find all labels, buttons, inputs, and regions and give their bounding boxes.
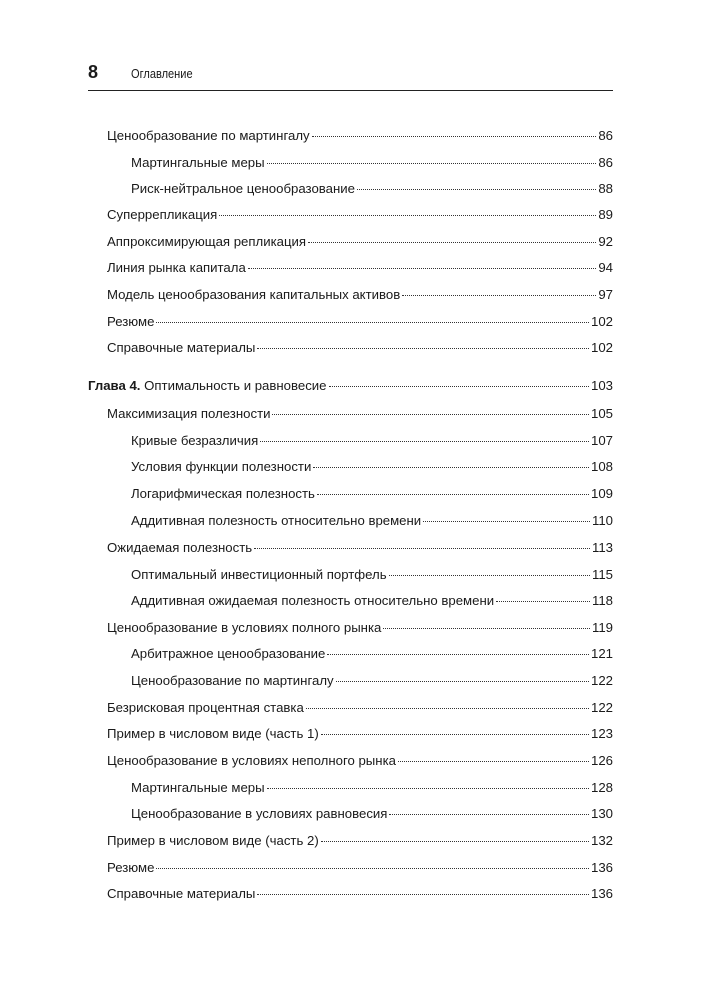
dot-leader [327,654,589,655]
running-header [88,60,613,91]
toc-entry[interactable]: Аддитивная ожидаемая полезность относительно времени 118 [131,593,613,608]
dot-leader [423,521,590,522]
toc-entry[interactable]: Пример в числовом виде (часть 1) 123 [107,726,613,741]
dot-leader [317,494,589,495]
toc-entry[interactable]: Оптимальный инвестиционный портфель 115 [131,567,613,582]
toc-entry[interactable]: Модель ценообразования капитальных активов 97 [107,287,613,302]
dot-leader [357,189,596,190]
toc-entry[interactable]: Суперрепликация 89 [107,207,613,222]
toc-entry[interactable]: Ценообразование в условиях равновесия 130 [131,806,613,821]
dot-leader [312,136,597,137]
toc-entry[interactable]: Мартингальные меры 86 [131,155,613,170]
dot-leader [257,348,589,349]
toc-entry[interactable]: Арбитражное ценообразование 121 [131,646,613,661]
toc-entry[interactable]: Максимизация полезности 105 [107,406,613,421]
dot-leader [267,788,589,789]
toc-entry[interactable]: Аппроксимирующая репликация 92 [107,234,613,249]
dot-leader [267,163,597,164]
dot-leader [336,681,589,682]
dot-leader [329,386,589,387]
toc-entry[interactable]: Мартингальные меры 128 [131,780,613,795]
toc-entry[interactable]: Безрисковая процентная ставка 122 [107,700,613,715]
page-number: 8 [88,62,99,82]
dot-leader [260,441,589,442]
dot-leader [389,575,590,576]
dot-leader [321,841,589,842]
dot-leader [313,467,589,468]
toc-entry[interactable]: Ожидаемая полезность 113 [107,540,613,555]
dot-leader [156,868,589,869]
toc-entry[interactable]: Ценообразование по мартингалу 122 [131,673,613,688]
toc-entry[interactable]: Ценообразование в условиях неполного рынка 126 [107,753,613,768]
toc-entry[interactable]: Резюме 102 [107,314,613,329]
dot-leader [306,708,589,709]
toc-entry[interactable]: Условия функции полезности 108 [131,459,613,474]
dot-leader [383,628,590,629]
dot-leader [496,601,590,602]
dot-leader [257,894,589,895]
dot-leader [321,734,589,735]
toc-entry[interactable]: Риск-нейтральное ценообразование 88 [131,181,613,196]
toc-entry[interactable]: Пример в числовом виде (часть 2) 132 [107,833,613,848]
dot-leader [219,215,596,216]
toc-entry[interactable]: Справочные материалы 102 [107,340,613,355]
toc-entry[interactable]: Резюме 136 [107,860,613,875]
toc-entry[interactable]: Линия рынка капитала 94 [107,260,613,275]
dot-leader [156,322,589,323]
dot-leader [272,414,589,415]
toc-entry[interactable]: Ценообразование по мартингалу 86 [107,128,613,143]
toc-entry[interactable]: Логарифмическая полезность 109 [131,486,613,501]
running-title: Оглавление [131,66,193,81]
toc-entry[interactable]: Ценообразование в условиях полного рынка 119 [107,620,613,635]
toc-entry[interactable]: Кривые безразличия 107 [131,433,613,448]
dot-leader [402,295,596,296]
toc-entry[interactable]: Справочные материалы 136 [107,886,613,901]
dot-leader [248,268,597,269]
chapter-prefix: Глава 4. [88,378,141,393]
toc-entry[interactable]: Аддитивная полезность относительно времени 110 [131,513,613,528]
dot-leader [389,814,589,815]
dot-leader [398,761,589,762]
toc-chapter-entry[interactable]: Глава 4. Оптимальность и равновесие 103 [88,378,613,393]
dot-leader [308,242,596,243]
dot-leader [254,548,590,549]
